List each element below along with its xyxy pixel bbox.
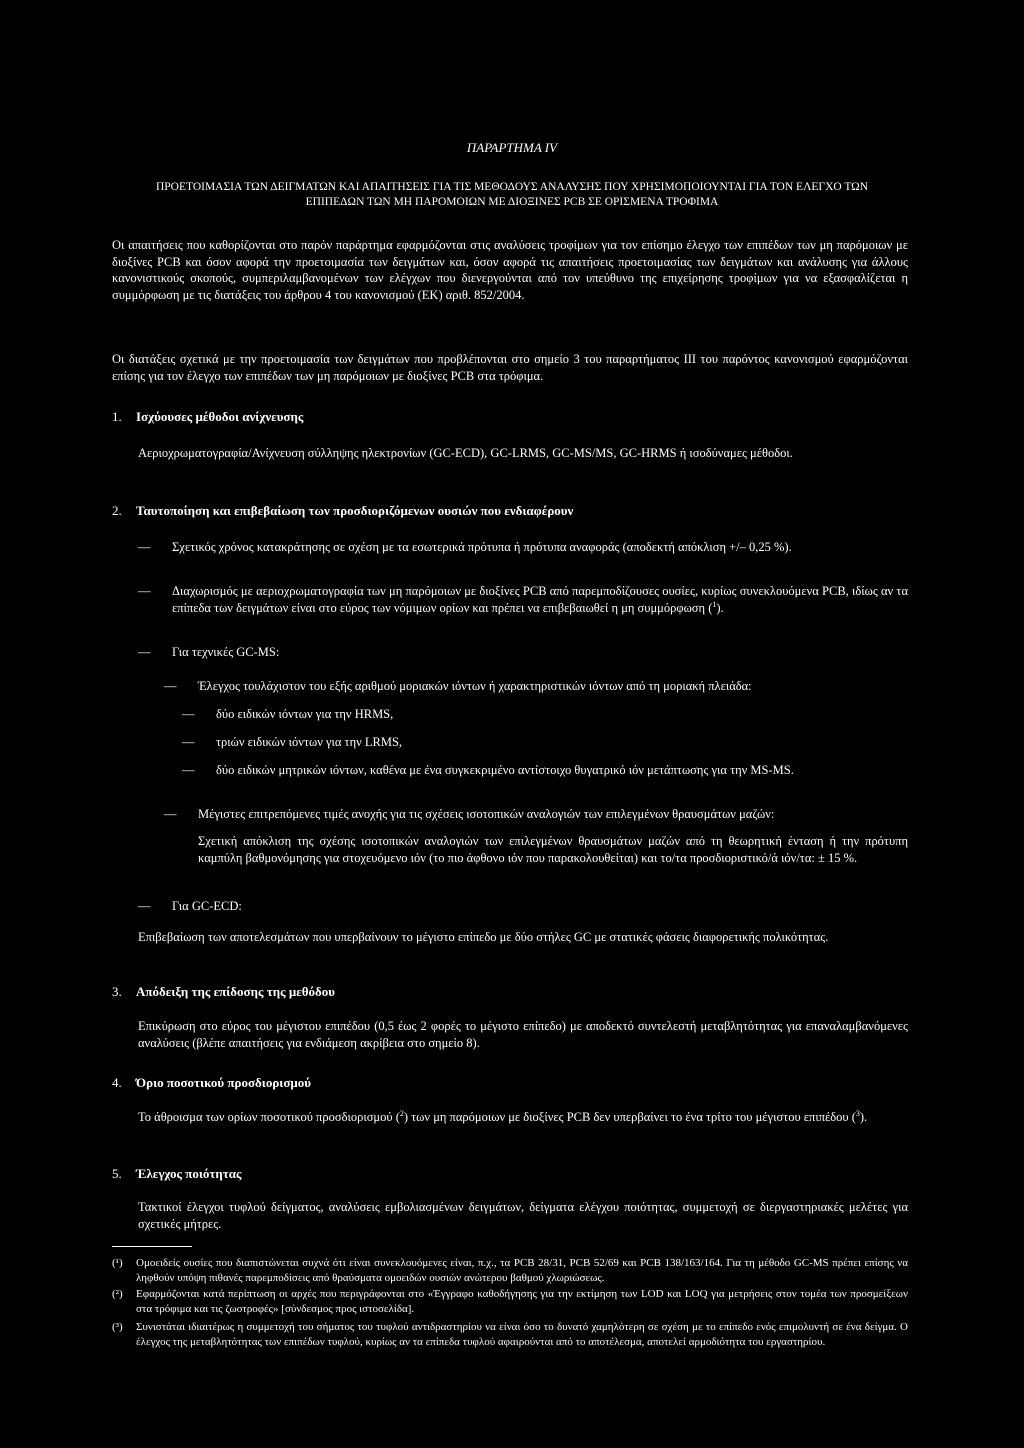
- tolerance-text: Σχετική απόκλιση της σχέσης ισοτοπικών αναλογιών των επιλεγμένων θραυσμάτων μαζών από τη θεωρητική ένταση ή την πρότυπη καμπύλη βαθμονόμησης για στοχευόμενο ιόν (το πιο άφθονο ιόν που παρακολουθείται) και το/τα προσδιοριστικό/ά ιόν/τα: ± 15 %.: [198, 834, 908, 865]
- section-3-text: Επικύρωση στο εύρος του μέγιστου επιπέδου (0,5 έως 2 φορές το μέγιστο επίπεδο) με αποδεκτό συντελεστή μεταβλητότητας για επαναλαμβανόμενες αναλύσεις (βλέπε απαιτήσεις για ενδιάμεση ακρίβεια στο σημείο 8).: [138, 1019, 908, 1050]
- intro-paragraph-1: Οι απαιτήσεις που καθορίζονται στο παρόν παράρτημα εφαρμόζονται στις αναλύσεις τροφίμων για τον επίσημο έλεγχο των επιπέδων των μη παρόμοιων με διοξίνες PCB και όσον αφορά την προετοιμασία των δειγμάτων και, όσον αφορά τις απαιτήσεις προετοιμασίας των δειγμάτων και ανάλυσης για άλλους κανονιστικούς σκοπούς, συμπεριλαμβανομένων των ελέγχων που διενεργούνται από τον υπεύθυνο της επιχείρησης τροφίμων για να εξασφαλίζεται η συμμόρφωση με τις διατάξεις του άρθρου 4 του κανονισμού (ΕΚ) αριθ. 852/2004.: [112, 238, 908, 302]
- footnote: (¹) Ομοειδείς ουσίες που διαπιστώνεται συχνά ότι είναι συνεκλουόμενες είναι, π.χ., τα PCB 28/31, PCB 52/69 και PCB 138/163/164. Για τη μέθοδο GC-MS πρέπει επίσης να ληφθούν υπόψη πιθανές παρεμποδίσεις από θραύσματα ομοειδών ουσιών ανώτερου βαθμού χλωριώσεως.: [112, 1257, 908, 1284]
- section-3-heading: 3. Απόδειξη της επίδοσης της μεθόδου: [112, 984, 336, 999]
- section-1-heading: 1. Ισχύουσες μέθοδοι ανίχνευσης: [112, 409, 304, 424]
- annex-title: ΠΑΡΑΡΤΗΜΑ IV: [466, 140, 558, 155]
- section-5-text: Τακτικοί έλεγχοι τυφλού δείγματος, αναλύσεις εμβολιασμένων δειγμάτων, δείγματα ελέγχου ποιότητας, συμμετοχή σε διεργαστηριακές μελέτες για σχετικές μήτρες.: [138, 1200, 908, 1231]
- section-5-heading: 5. Έλεγχος ποιότητας: [112, 1166, 242, 1181]
- section-4-text: Το άθροισμα των ορίων ποσοτικού προσδιορισμού ($^2$) των μη παρόμοιων με διοξίνες PCB δεν υπερβαίνει το ένα τρίτο του μέγιστου επιπέδου ($^3$).: [138, 1108, 868, 1124]
- document-title: ΠΡΟΕΤΟΙΜΑΣΙΑ ΤΩΝ ΔΕΙΓΜΑΤΩΝ ΚΑΙ ΑΠΑΙΤΗΣΕΙΣ ΓΙΑ ΤΙΣ ΜΕΘΟΔΟΥΣ ΑΝΑΛΥΣΗΣ ΠΟΥ ΧΡΗΣΙΜΟΠΟΙΟΥΝΤΑΙ ΓΙΑ ΤΟΝ ΕΛΕΓΧΟ ΤΩΝ ΕΠΙΠΕΔΩΝ ΤΩΝ ΜΗ ΠΑΡΟΜΟΙΩΝ ΜΕ ΔΙΟΞΙΝΕΣ PCB ΣΕ ΟΡΙΣΜΕΝΑ ΤΡΟΦΙΜΑ: [155, 181, 869, 208]
- footnote-separator: [112, 1246, 192, 1247]
- footnote: (²) Εφαρμόζονται κατά περίπτωση οι αρχές που περιγράφονται στο «Έγγραφο καθοδήγησης για την εκτίμηση των LOD και LOQ για μετρήσεις στον τομέα των προσμείξεων στα τρόφιμα και τις ζωοτροφές» [σύνδεσμος προς ιστοσελίδα].: [112, 1288, 908, 1315]
- section-4-heading: 4. Όριο ποσοτικού προσδιορισμού: [112, 1075, 312, 1090]
- section-1-text: Αεριοχρωματογραφία/Ανίχνευση σύλληψης ηλεκτρονίων (GC-ECD), GC-LRMS, GC-MS/MS, GC-HRMS ή ισοδύναμες μέθοδοι.: [138, 446, 793, 460]
- footnote-ref: 2: [399, 1108, 404, 1118]
- section-2-heading: 2. Ταυτοποίηση και επιβεβαίωση των προσδιοριζόμενων ουσιών που ενδιαφέρουν: [112, 503, 574, 518]
- footnote: (³) Συνιστάται ιδιαιτέρως η συμμετοχή του σήματος του τυφλού αντιδραστηρίου να είναι όσο το δυνατό χαμηλότερη σε σχέση με το επίπεδο ενός επιμολυντή σε ένα δείγμα. Ο έλεγχος της μεταβλητότητας των επιπέδων τυφλού, κυρίως αν τα επίπεδα τυφλού αφαιρούνται από το αποτέλεσμα, αποτελεί αρμοδιότητα του εργαστηρίου.: [112, 1321, 908, 1348]
- footnote-ref: 1: [712, 599, 717, 609]
- intro-paragraph-2: Οι διατάξεις σχετικά με την προετοιμασία των δειγμάτων που προβλέπονται στο σημείο 3 του παραρτήματος III του παρόντος κανονισμού εφαρμόζονται επίσης για τον έλεγχο των επιπέδων των μη παρόμοιων με διοξίνες PCB στα τρόφιμα.: [112, 352, 908, 383]
- gc-ecd-text: Επιβεβαίωση των αποτελεσμάτων που υπερβαίνουν το μέγιστο επίπεδο με δύο στήλες GC με στατικές φάσεις διαφορετικής πολικότητας.: [138, 930, 829, 944]
- footnote-ref: 3: [855, 1108, 860, 1118]
